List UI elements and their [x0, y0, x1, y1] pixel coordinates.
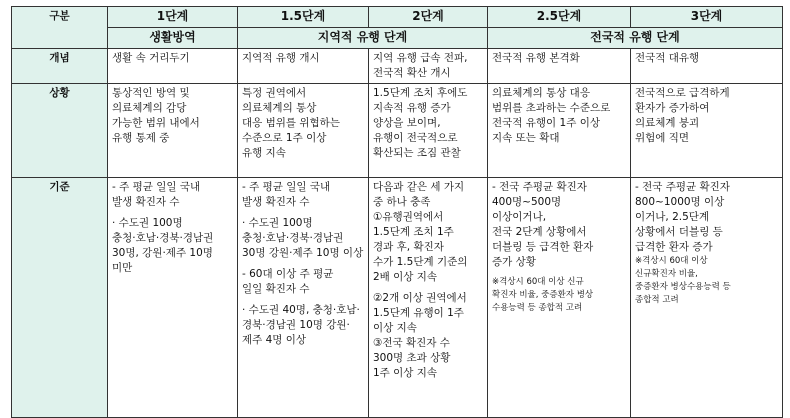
concept-stage-2-5-text: 전국적 유행 본격화 [492, 52, 580, 64]
criteria-stage-3-line: 급격한 환자 증가 [635, 241, 713, 253]
concept-stage-2 [369, 49, 488, 84]
situation-stage-1-5-line: 유행 지속 [242, 147, 286, 159]
situation-stage-2-line: 유행이 전국적으로 [373, 132, 458, 144]
situation-stage-1-line: 유행 통제 중 [112, 132, 170, 144]
criteria-stage-2-line: ②2개 이상 권역에서 [373, 292, 467, 304]
criteria-stage-2-line: 1.5단계 조치 1주 [373, 226, 454, 238]
situation-stage-2-5-line: 의료체계의 통상 대응 [492, 87, 590, 99]
situation-stage-2-line: 지속적 유행 증가 [373, 102, 451, 114]
criteria-stage-3 [631, 178, 783, 418]
row-label-situation: 상황 [12, 84, 108, 178]
criteria-stage-3-line: 상황에서 더블링 등 [635, 226, 723, 238]
criteria-stage-1-line: 미만 [112, 262, 133, 274]
criteria-stage-3-note: 신규확진자 비율, [635, 269, 698, 279]
criteria-stage-2-line: 300명 초과 상황 [373, 352, 451, 364]
mode-regional [238, 28, 488, 49]
criteria-stage-2-line: 중 하나 충족 [373, 196, 431, 208]
criteria-stage-1-5 [238, 178, 369, 418]
criteria-stage-2-5-line: - 전국 주평균 확진자 [492, 181, 587, 193]
stage-2-label: 2단계 [412, 9, 444, 23]
mode-living-label: 생활방역 [149, 30, 196, 44]
criteria-stage-1-5-line: - 60대 이상 주 평균 [242, 268, 334, 280]
criteria-stage-2-5-note: 수용능력 등 종합적 고려 [492, 303, 583, 313]
situation-stage-2-5-line: 범위를 초과하는 수준으로 [492, 102, 611, 114]
stage-3-label: 3단계 [690, 9, 723, 23]
criteria-stage-2-line: 수가 1.5단계 기준의 [373, 256, 468, 268]
header-corner: 구분 [12, 7, 108, 49]
situation-stage-1-5-line: 특정 권역에서 [242, 87, 307, 99]
criteria-stage-1-5-line: - 주 평균 일일 국내 [242, 181, 331, 193]
mode-national-label: 전국적 유행 단계 [590, 30, 680, 44]
concept-stage-1-text: 생활 속 거리두기 [112, 52, 190, 64]
criteria-stage-2-line: 경과 후, 확진자 [373, 241, 444, 253]
stage-1-5-label: 1.5단계 [280, 9, 326, 23]
criteria-stage-2-line: 2배 이상 지속 [373, 271, 438, 283]
concept-stage-2-line: 지역 유행 급속 전파, [373, 52, 468, 64]
criteria-stage-2-5-line: 400명~500명 [492, 196, 562, 208]
criteria-stage-3-note: 중증환자 병상수용능력 등 [635, 282, 731, 292]
criteria-stage-2-line: ①유행권역에서 [373, 211, 444, 223]
criteria-stage-3-line: - 전국 주평균 확진자 [635, 181, 730, 193]
mode-national [488, 28, 783, 49]
criteria-stage-1-line: 발생 확진자 수 [112, 196, 180, 208]
criteria-stage-1-line: 충청·호남·경북·경남권 [112, 232, 214, 244]
situation-stage-3-line: 전국적으로 급격하게 [635, 87, 730, 99]
criteria-stage-1-5-line: · 수도권 40명, 충청·호남· [242, 304, 360, 316]
criteria-stage-2-line: 1.5단계 유행이 1주 [373, 307, 464, 319]
situation-stage-1-line: 의료체계의 감당 [112, 102, 187, 114]
criteria-stage-1-line: - 주 평균 일일 국내 [112, 181, 201, 193]
concept-stage-3 [631, 49, 783, 84]
header-stage-2 [369, 7, 488, 28]
criteria-stage-1-5-line: · 수도권 100명 [242, 217, 313, 229]
situation-stage-3-line: 환자가 증가하여 [635, 102, 710, 114]
criteria-stage-1-5-line: 발생 확진자 수 [242, 196, 310, 208]
criteria-stage-2-5-note: ※격상시 60대 이상 신규 [492, 277, 584, 287]
criteria-stage-3-line: 이거나, 2.5단계 [635, 211, 710, 223]
header-stage-3 [631, 7, 783, 28]
stage-2-5-label: 2.5단계 [536, 9, 582, 23]
situation-stage-3 [631, 84, 783, 178]
situation-stage-1-5-line: 의료체계의 통상 [242, 102, 317, 114]
criteria-stage-2-5-line: 증가 상황 [492, 256, 536, 268]
situation-stage-1-line: 통상적인 방역 및 [112, 87, 190, 99]
situation-stage-1-5-line: 수준으로 1주 이상 [242, 132, 327, 144]
criteria-stage-2-5 [488, 178, 631, 418]
criteria-stage-1-line: 30명, 강원·제주 10명 [112, 247, 213, 259]
situation-stage-3-line: 위험에 직면 [635, 132, 690, 144]
situation-stage-1-5-line: 대응 범위를 위협하는 [242, 117, 340, 129]
header-stage-2-5 [488, 7, 631, 28]
criteria-stage-2-5-line: 더블링 등 급격한 환자 [492, 241, 594, 253]
social-distancing-stage-table [11, 6, 783, 418]
situation-stage-2-line: 1.5단계 조치 후에도 [373, 87, 468, 99]
concept-stage-2-line: 전국적 확산 개시 [373, 67, 451, 79]
criteria-stage-1-5-line: 경북·경남권 10명 강원· [242, 319, 350, 331]
criteria-stage-2-line: 1주 이상 지속 [373, 367, 438, 379]
mode-regional-label: 지역적 유행 단계 [317, 30, 408, 44]
concept-stage-1-5 [238, 49, 369, 84]
row-label-criteria: 기준 [12, 178, 108, 418]
stage-1-label: 1단계 [156, 9, 189, 23]
concept-stage-2-5 [488, 49, 631, 84]
criteria-stage-2-line: ③전국 확진자 수 [373, 337, 450, 349]
situation-stage-2-line: 양상을 보이며, [373, 117, 441, 129]
criteria-stage-2-5-line: 이상이거나, [492, 211, 547, 223]
criteria-stage-2-5-note: 확진자 비율, 중증환자 병상 [492, 290, 594, 300]
header-stage-1 [108, 7, 238, 28]
criteria-stage-1-5-line: 충청·호남·경북·경남권 [242, 232, 344, 244]
mode-living [108, 28, 238, 49]
criteria-stage-1-line: · 수도권 100명 [112, 217, 183, 229]
criteria-stage-1-5-line: 일일 확진자 수 [242, 283, 310, 295]
criteria-stage-2-5-line: 전국 2단계 상황에서 [492, 226, 587, 238]
concept-stage-1-5-text: 지역적 유행 개시 [242, 52, 320, 64]
criteria-stage-3-note: 종합적 고려 [635, 295, 679, 305]
situation-stage-2-5-line: 전국적 유행이 1주 이상 [492, 117, 600, 129]
criteria-stage-1-5-line: 제주 4명 이상 [242, 334, 307, 346]
header-stage-1-5 [238, 7, 369, 28]
concept-stage-1 [108, 49, 238, 84]
situation-stage-2-5 [488, 84, 631, 178]
criteria-stage-3-line: 800~1000명 이상 [635, 196, 725, 208]
row-label-concept: 개념 [12, 49, 108, 84]
situation-stage-3-line: 의료체계 붕괴 [635, 117, 700, 129]
criteria-stage-2-line: 이상 지속 [373, 322, 417, 334]
situation-stage-1 [108, 84, 238, 178]
situation-stage-2 [369, 84, 488, 178]
situation-stage-2-line: 확산되는 조짐 관찰 [373, 147, 461, 159]
situation-stage-1-line: 가능한 범위 내에서 [112, 117, 200, 129]
criteria-stage-2-line: 다음과 같은 세 가지 [373, 181, 465, 193]
criteria-stage-1-5-line: 30명 강원·제주 10명 이상 [242, 247, 364, 259]
criteria-stage-2 [369, 178, 488, 418]
situation-stage-1-5 [238, 84, 369, 178]
situation-stage-2-5-line: 지속 또는 확대 [492, 132, 560, 144]
concept-stage-3-text: 전국적 대유행 [635, 52, 700, 64]
criteria-stage-3-note: ※격상시 60대 이상 [635, 256, 708, 266]
criteria-stage-1 [108, 178, 238, 418]
